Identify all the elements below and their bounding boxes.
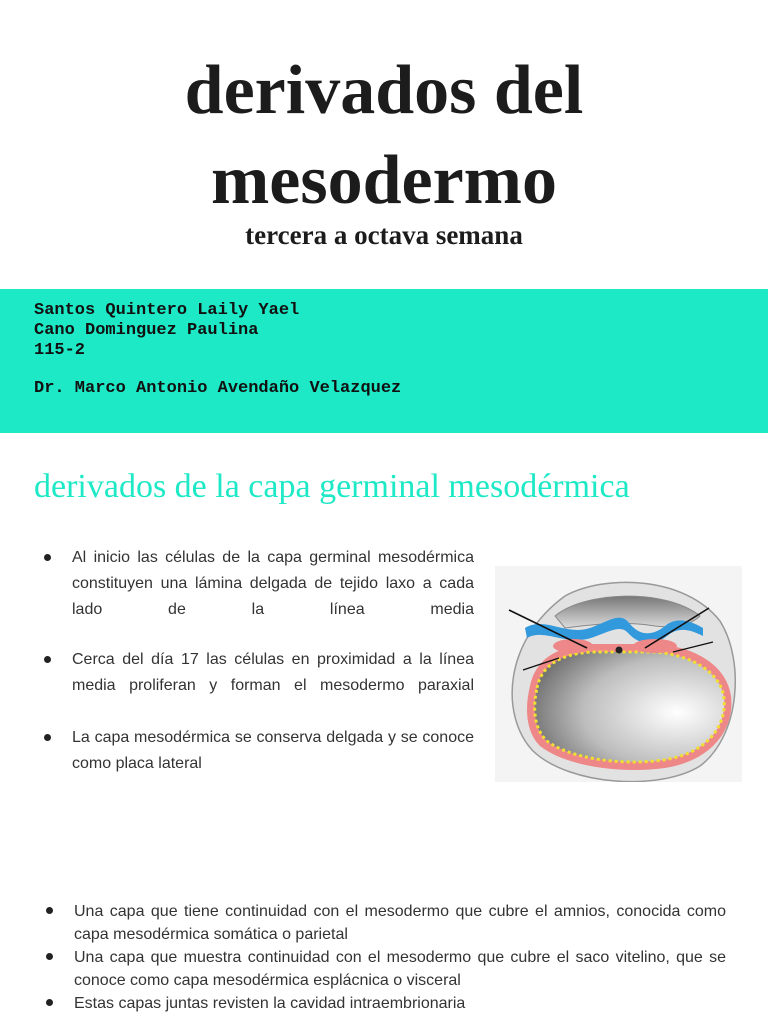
bullet-text: Estas capas juntas revisten la cavidad intraembrionaria xyxy=(74,995,466,1012)
bullet-icon xyxy=(46,953,53,960)
bullet-list-layers xyxy=(46,900,726,1015)
title-line-2: mesodermo xyxy=(210,142,557,219)
group-code: 115-2 xyxy=(34,341,86,360)
bullet-text: Cerca del día 17 las células en proximidad a la línea media proliferan y forman el mesodermo paraxial xyxy=(72,651,474,694)
bullet-text: Al inicio las células de la capa germinal mesodérmica constituyen una lámina delgada de tejido laxo a cada lado de la línea media xyxy=(72,549,474,618)
bullet-icon xyxy=(44,656,51,663)
bullet-icon xyxy=(44,554,51,561)
bullet-text: Una capa que muestra continuidad con el mesodermo que cubre el saco vitelino, que se conoce como capa mesodérmica esplácnica o visceral xyxy=(74,949,726,989)
bullet-icon xyxy=(44,734,51,741)
list-item xyxy=(46,992,726,1015)
section-heading: derivados de la capa germinal mesodérmica xyxy=(34,468,630,505)
page-title xyxy=(0,46,768,226)
embryo-cross-section-icon xyxy=(495,566,742,782)
bullet-icon xyxy=(46,999,53,1006)
bullet-icon xyxy=(46,907,53,914)
bullet-text: Una capa que tiene continuidad con el mesodermo que cubre el amnios, conocida como capa mesodérmica somática o parietal xyxy=(74,903,726,943)
authors-band xyxy=(0,289,768,433)
author-name-1: Santos Quintero Laily Yael xyxy=(34,301,300,320)
bullet-text: La capa mesodérmica se conserva delgada y se conoce como placa lateral xyxy=(72,729,474,772)
author-name-2: Cano Dominguez Paulina xyxy=(34,321,259,340)
page-subtitle: tercera a octava semana xyxy=(245,220,523,250)
list-item xyxy=(44,545,474,623)
list-item xyxy=(44,725,474,777)
list-item xyxy=(44,647,474,699)
embryo-cross-section-illustration xyxy=(495,566,742,782)
list-item xyxy=(46,946,726,992)
title-line-1: derivados del xyxy=(184,52,584,129)
professor-name: Dr. Marco Antonio Avendaño Velazquez xyxy=(34,379,402,398)
list-item xyxy=(46,900,726,946)
